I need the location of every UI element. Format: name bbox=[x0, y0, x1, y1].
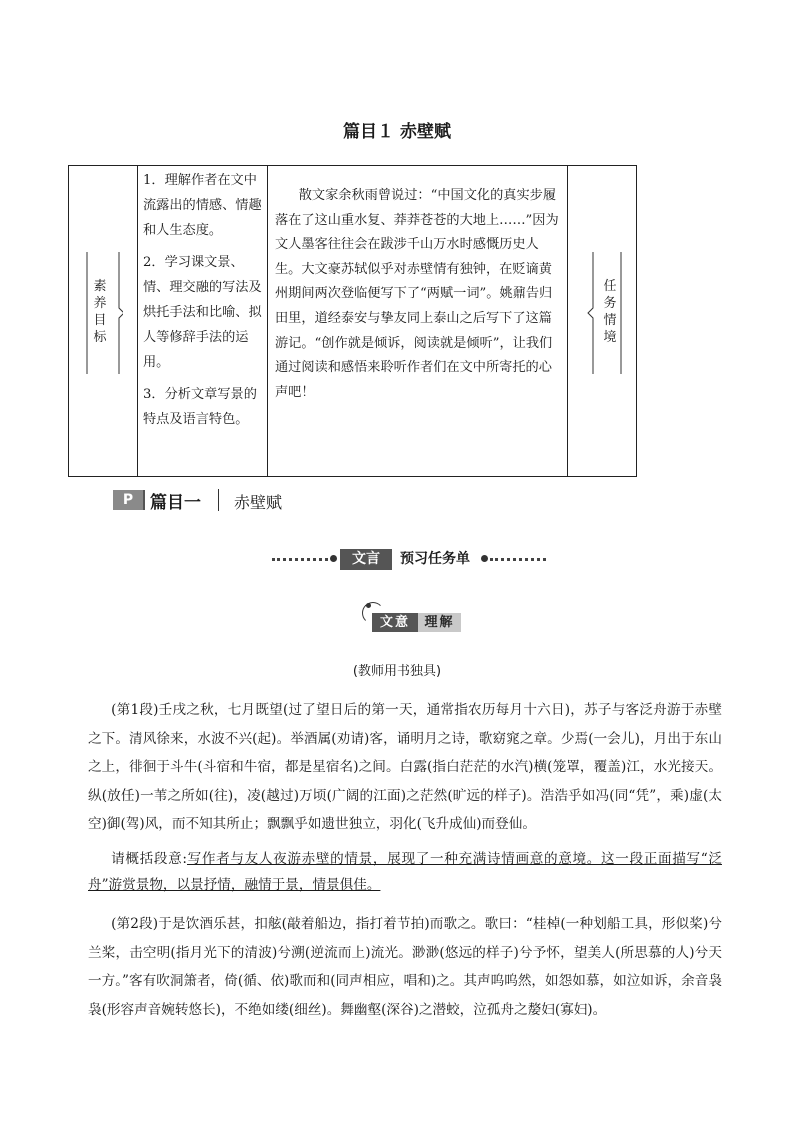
sub-badge-dark: 文意 bbox=[372, 613, 418, 632]
table-divider bbox=[137, 166, 138, 476]
badge-dot-icon bbox=[366, 603, 371, 608]
goal-item: 2．学习课文景、情、理交融的写法及烘托手法和比喻、拟人等修辞手法的运用。 bbox=[143, 255, 262, 370]
right-label: 任务情境 bbox=[603, 279, 617, 345]
summary-answer: 写作者与友人夜游赤壁的情景，展现了一种充满诗情画意的意境。这一段正面描写“泛舟”游赏景物，以景抒情，融情于景，情景俱佳。 bbox=[88, 851, 722, 893]
banner-dots-right bbox=[490, 558, 546, 561]
goals-list bbox=[143, 168, 267, 439]
banner-box: 文言 bbox=[340, 549, 392, 570]
banner-bullet-icon bbox=[330, 555, 337, 562]
sub-badge-light: 理解 bbox=[418, 613, 461, 632]
summary bbox=[88, 846, 722, 898]
task-situation-text: 散文家余秋雨曾说过：“中国文化的真实步履落在了这山重水复、莽莽苍苍的大地上……”因为文人墨客往往会在跋涉千山万水时感慨历史人生。大文豪苏轼似乎对赤壁情有独钟，在贬谪黄州期间两次登临便写下了“两赋一词”。姚鼐告归田里，道经泰安与挚友同上泰山之后写下了这篇游记。“创作就是倾诉，阅读就是倾听”，让我们通过阅读和感悟来聆听作者们在文中所寄托的心声吧！ bbox=[275, 188, 559, 400]
left-label: 素养目标 bbox=[93, 279, 107, 345]
goal-item: 1．理解作者在文中流露出的情感、情趣和人生态度。 bbox=[143, 173, 262, 238]
intro-table bbox=[68, 165, 637, 477]
paragraph-2: (第2段)于是饮酒乐甚，扣舷(敲着船边，指打着节拍)而歌之。歌曰：“桂棹(一种划船工具，形似桨)兮兰桨，击空明(指月光下的清波)兮溯(逆流而上)流光。渺渺(悠远的样子)兮予怀，望美人(所思慕的人)兮天一方。”客有吹洞箫者，倚(循、依)歌而和(同声相应，唱和)之。其声呜呜然，如怨如慕，如泣如诉，余音袅袅(形容声音婉转悠长)，不绝如缕(细丝)。舞幽壑(深谷)之潜蛟，泣孤舟之嫠妇(寡妇)。 bbox=[88, 916, 722, 1018]
paragraph-1: (第1段)壬戌之秋，七月既望(过了望日后的第一天，通常指农历每月十六日)，苏子与客泛舟游于赤壁之下。清风徐来，水波不兴(起)。举酒属(劝请)客，诵明月之诗，歌窈窕之章。少焉(一会儿)，月出于东山之上，徘徊于斗牛(斗宿和牛宿，都是星宿名)之间。白露(指白茫茫的水汽)横(笼罩，覆盖)江，水光接天。纵(放任)一苇之所如(往)，凌(越过)万顷(广阔的江面)之茫然(旷远的样子)。浩浩乎如冯(同“凭”，乘)虚(太空)御(驾)风，而不知其所止；飘飘乎如遗世独立，羽化(飞升成仙)而登仙。 bbox=[88, 702, 722, 832]
table-divider bbox=[567, 166, 568, 476]
section-subheading: 赤壁赋 bbox=[234, 493, 283, 512]
page-title: 篇目１ 赤壁赋 bbox=[343, 122, 451, 142]
goal-item: 3．分析文章写景的特点及语言特色。 bbox=[143, 387, 257, 427]
teacher-note: (教师用书独具) bbox=[352, 664, 442, 679]
summary-prompt: 请概括段意: bbox=[111, 851, 187, 867]
section-badge: P bbox=[113, 490, 145, 510]
banner-dots-left bbox=[272, 558, 328, 561]
banner-title: 预习任务单 bbox=[400, 551, 470, 567]
banner-bullet-icon bbox=[481, 555, 488, 562]
section-heading: 篇目一 bbox=[150, 493, 201, 513]
section-separator bbox=[218, 489, 219, 511]
table-divider bbox=[267, 166, 268, 476]
